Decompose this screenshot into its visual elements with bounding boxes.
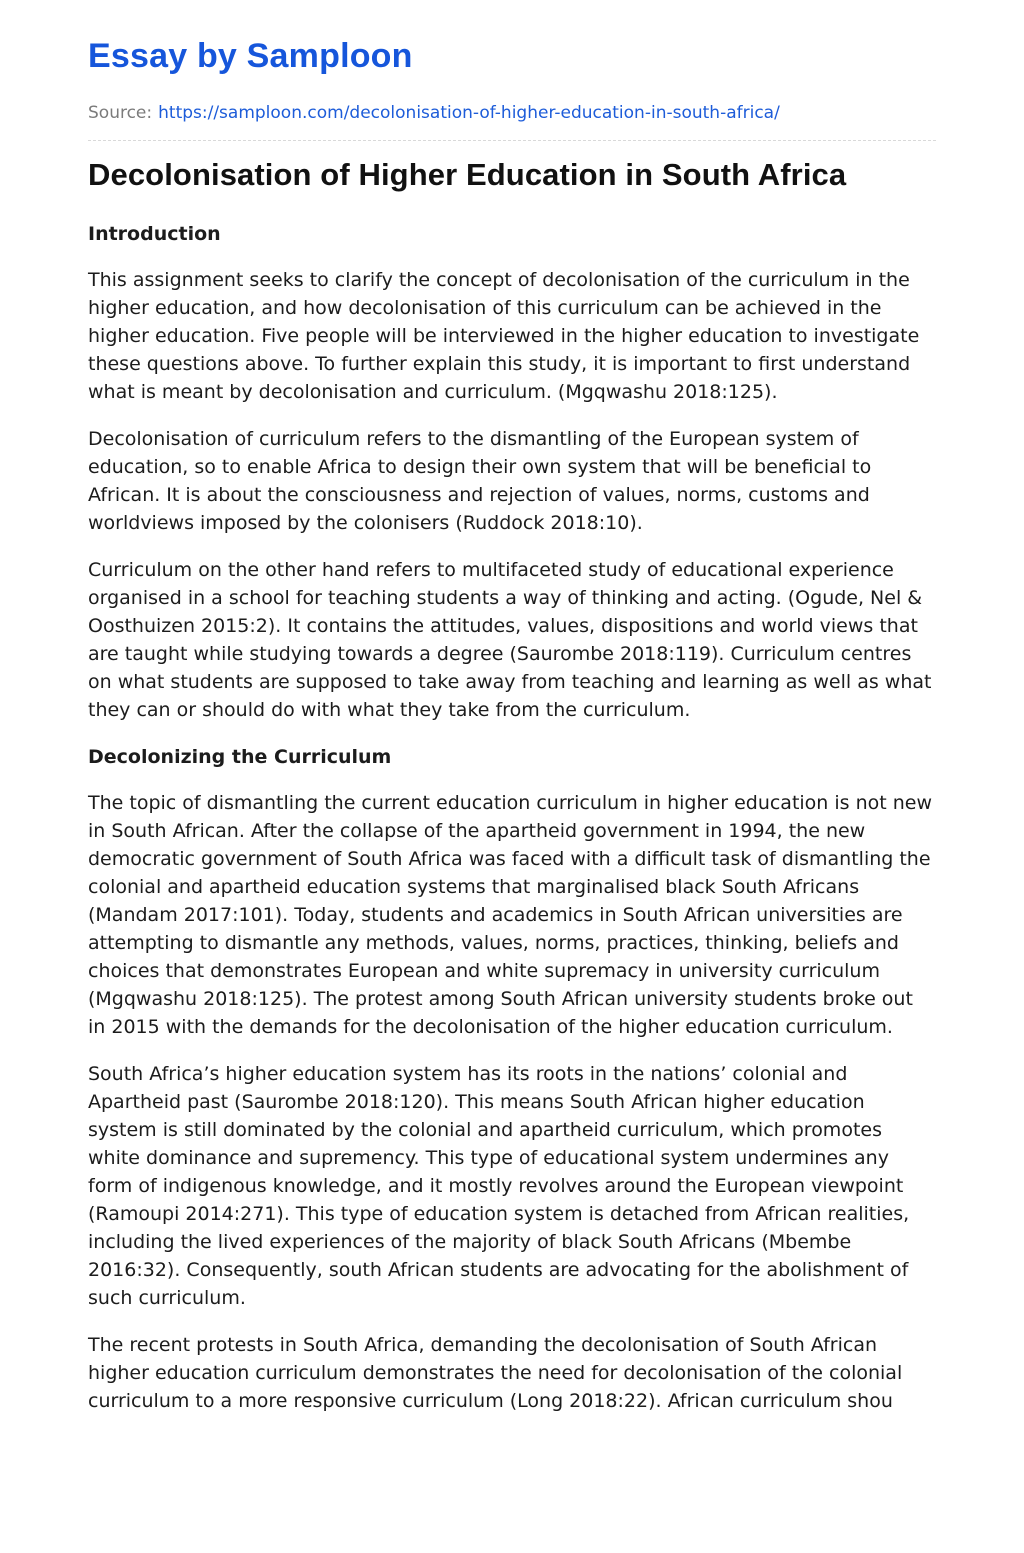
source-link[interactable]: https://samploon.com/decolonisation-of-higher-education-in-south-africa/ xyxy=(158,102,780,123)
paragraph: This assignment seeks to clarify the concept of decolonisation of the curriculum in the higher education, and how decolonisation of this curriculum can be achieved in the higher education. Five people will be interviewed in the higher education to investigate these questions above. To further explain this study, it is important to first understand what is meant by decolonisation and curriculum. (Mgqwashu 2018:125). xyxy=(88,268,920,403)
page-title: Essay by Samploon xyxy=(88,37,413,75)
paragraph: The recent protests in South Africa, demanding the decolonisation of South African higher education curriculum demonstrates the need for decolonisation of the colonial curriculum to a more responsive curriculum (Long 2018:22). African curriculum shou xyxy=(88,1333,903,1412)
paragraph: Curriculum on the other hand refers to multifaceted study of educational experience organised in a school for teaching students a way of thinking and acting. (Ogude, Nel & Oosthuizen 2015:2). It contains the attitudes, values, dispositions and world views that are taught while studying towards a degree (Saurombe 2018:119). Curriculum centres on what students are supposed to take away from teaching and learning as well as what they can or should do with what they take from the curriculum. xyxy=(88,558,932,721)
source-label: Source: xyxy=(88,102,153,123)
paragraph: The topic of dismantling the current education curriculum in higher education is not new in South African. After the collapse of the apartheid government in 1994, the new democratic government of South Africa was faced with a difficult task of dismantling the colonial and apartheid education systems that marginalised black South Africans (Mandam 2017:101). Today, students and academics in South African universities are attempting to dismantle any methods, values, norms, practices, thinking, beliefs and choices that demonstrates European and white supremacy in university curriculum (Mgqwashu 2018:125). The protest among South African university students broke out in 2015 with the demands for the decolonisation of the higher education curriculum. xyxy=(88,791,933,1038)
divider xyxy=(88,140,936,141)
source-row xyxy=(88,102,936,124)
section-heading-decolonizing-the-curriculum: Decolonizing the Curriculum xyxy=(88,745,392,768)
paragraph: Decolonisation of curriculum refers to the dismantling of the European system of education, so to enable Africa to design their own system that will be beneficial to African. It is about the consciousness and rejection of values, norms, customs and worldviews imposed by the colonisers (Ruddock 2018:10). xyxy=(88,427,872,534)
article-title: Decolonisation of Higher Education in South Africa xyxy=(88,156,847,192)
section-heading-introduction: Introduction xyxy=(88,222,221,245)
paragraph: South Africa’s higher education system has its roots in the nations’ colonial and Apartheid past (Saurombe 2018:120). This means South African higher education system is still dominated by the colonial and apartheid curriculum, which promotes white dominance and supremency. This type of educational system undermines any form of indigenous knowledge, and it mostly revolves around the European viewpoint (Ramoupi 2014:271). This type of education system is detached from African realities, including the lived experiences of the majority of black South Africans (Mbembe 2016:32). Consequently, south African students are advocating for the abolishment of such curriculum. xyxy=(88,1062,910,1309)
